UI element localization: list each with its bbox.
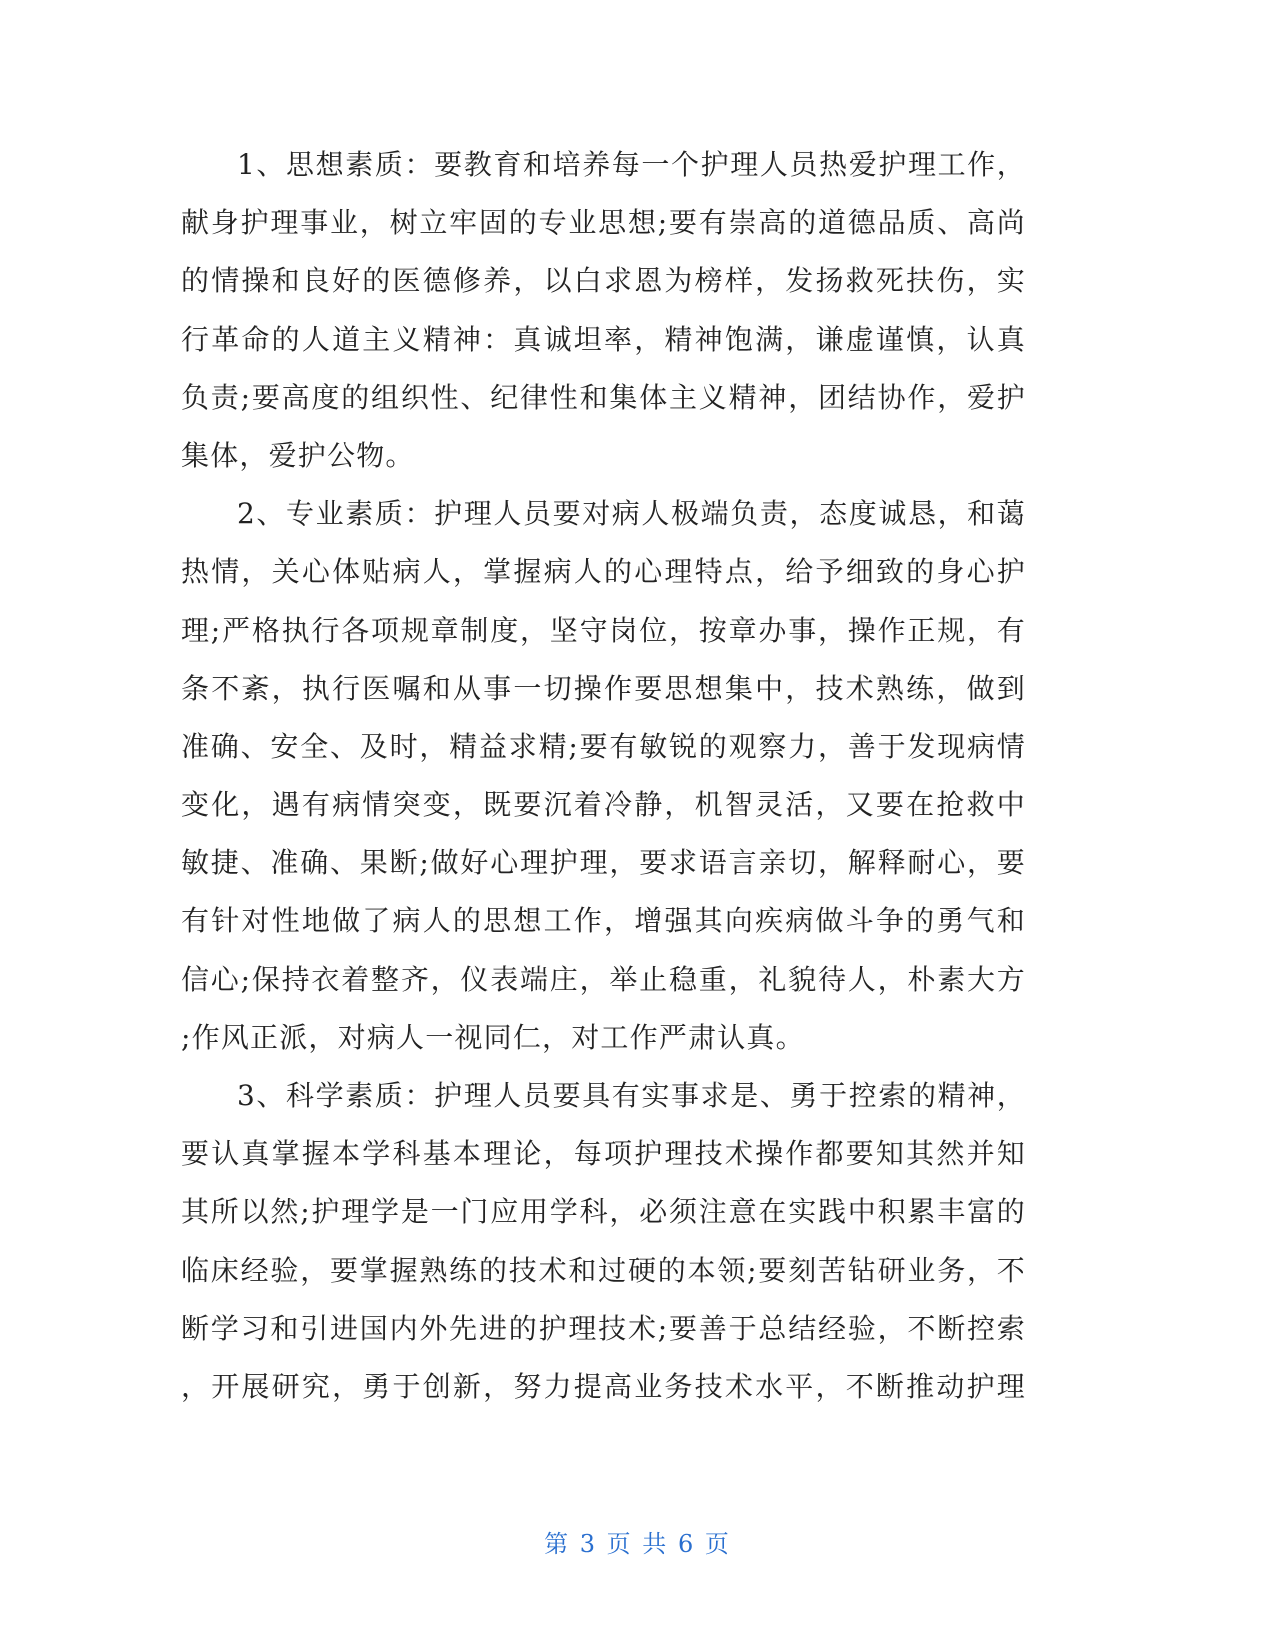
text-line: 负责;要高度的组织性、纪律性和集体主义精神，团结协作，爱护 xyxy=(181,380,1026,414)
text-line: 集体，爱护公物。 xyxy=(181,438,415,472)
text-line: ，开展研究，勇于创新，努力提高业务技术水平，不断推动护理 xyxy=(181,1369,1026,1403)
text-line: 准确、安全、及时，精益求精;要有敏锐的观察力，善于发现病情 xyxy=(181,729,1026,763)
text-line: 要认真掌握本学科基本理论，每项护理技术操作都要知其然并知 xyxy=(181,1137,1026,1171)
text-line: 理;严格执行各项规章制度，坚守岗位，按章办事，操作正规，有 xyxy=(181,613,1026,647)
text-line: 其所以然;护理学是一门应用学科，必须注意在实践中积累丰富的 xyxy=(181,1195,1026,1229)
text-line: 献身护理事业，树立牢固的专业思想;要有崇高的道德品质、高尚 xyxy=(181,206,1026,240)
page-number-footer: 第 3 页 共 6 页 xyxy=(544,1530,731,1558)
text-line: 临床经验，要掌握熟练的技术和过硬的本领;要刻苦钻研业务，不 xyxy=(181,1253,1026,1287)
paragraph-thought-quality xyxy=(181,136,1026,485)
text-line: 条不紊，执行医嘱和从事一切操作要思想集中，技术熟练，做到 xyxy=(181,671,1026,705)
text-line: 有针对性地做了病人的思想工作，增强其向疾病做斗争的勇气和 xyxy=(181,904,1026,938)
text-line: 2、专业素质：护理人员要对病人极端负责，态度诚恳，和蔼 xyxy=(237,497,1026,531)
document-body xyxy=(181,136,1026,1416)
text-line: 行革命的人道主义精神：真诚坦率，精神饱满，谦虚谨慎，认真 xyxy=(181,322,1026,356)
text-line: 1、思想素质：要教育和培养每一个护理人员热爱护理工作， xyxy=(237,148,1026,181)
text-line: 断学习和引进国内外先进的护理技术;要善于总结经验，不断控索 xyxy=(181,1311,1026,1345)
text-line: 的情操和良好的医德修养，以白求恩为榜样，发扬救死扶伤，实 xyxy=(181,264,1026,298)
text-line: 信心;保持衣着整齐，仪表端庄，举止稳重，礼貌待人，朴素大方 xyxy=(181,962,1026,996)
text-line: 变化，遇有病情突变，既要沉着冷静，机智灵活，又要在抢救中 xyxy=(181,788,1026,822)
paragraph-professional-quality xyxy=(181,485,1026,1067)
text-line: 3、科学素质：护理人员要具有实事求是、勇于控索的精神， xyxy=(237,1079,1026,1112)
paragraph-scientific-quality xyxy=(181,1067,1026,1416)
text-line: ;作风正派，对病人一视同仁，对工作严肃认真。 xyxy=(181,1020,805,1054)
text-line: 热情，关心体贴病人，掌握病人的心理特点，给予细致的身心护 xyxy=(181,555,1026,589)
text-line: 敏捷、准确、果断;做好心理护理，要求语言亲切，解释耐心，要 xyxy=(181,846,1026,880)
